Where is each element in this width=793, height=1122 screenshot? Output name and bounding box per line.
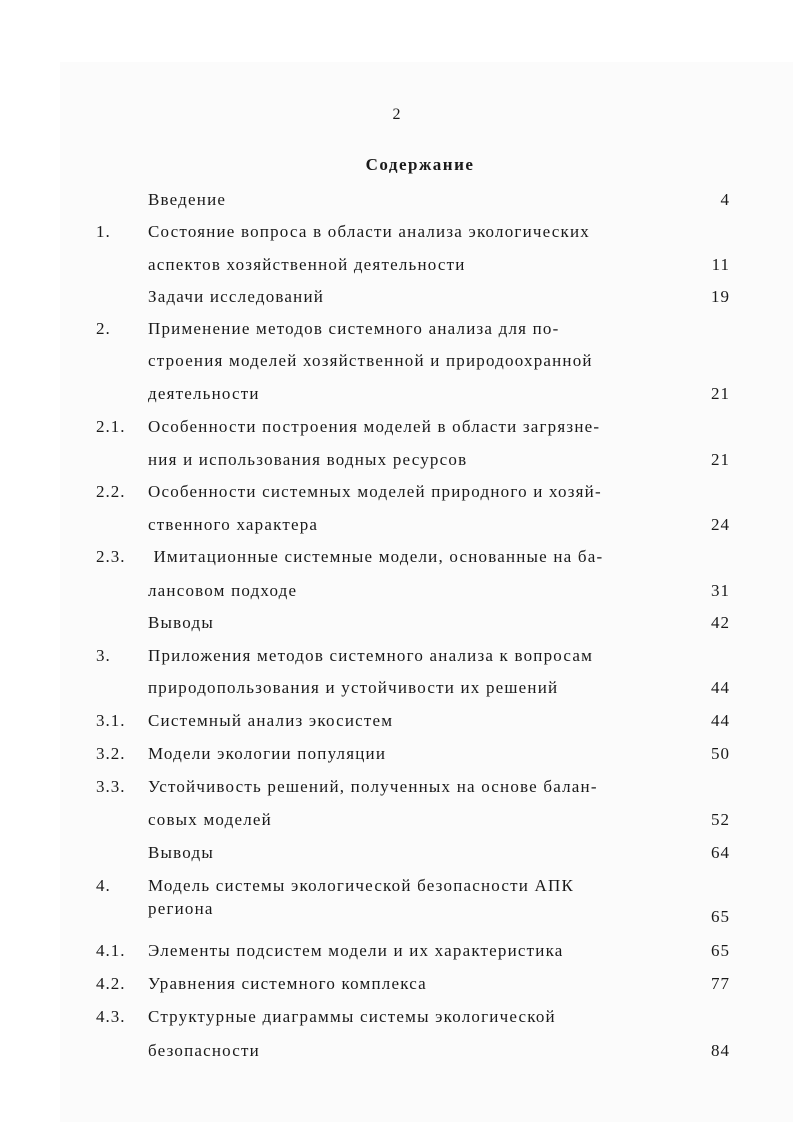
toc-entry-page: 84 — [711, 1041, 730, 1060]
toc-entry-number: 4.3. — [96, 1007, 126, 1026]
toc-entry-number: 2.2. — [96, 482, 126, 501]
toc-entry-page: 31 — [711, 581, 730, 600]
toc-entry-number: 4.1. — [96, 941, 126, 960]
toc-entry-text: Имитационные системные модели, основанные на ба- — [148, 547, 604, 566]
toc-entry-text: Приложения методов системного анализа к вопросам — [148, 646, 594, 665]
toc-entry-page: 77 — [711, 974, 730, 993]
toc-entry-number: 2.3. — [96, 547, 126, 566]
toc-entry-text: Состояние вопроса в области анализа экологических — [148, 222, 591, 241]
toc-entry-text: региона — [148, 899, 214, 918]
toc-entry-page: 4 — [720, 190, 730, 209]
toc-entry-page: 21 — [711, 384, 730, 403]
toc-entry-text: природопользования и устойчивости их решений — [148, 678, 559, 697]
toc-entry-page: 21 — [711, 450, 730, 469]
toc-entry-text: Модель системы экологической безопасности АПК — [148, 876, 575, 895]
toc-entry-text: совых моделей — [148, 810, 272, 829]
toc-entry-number: 4. — [96, 876, 111, 895]
toc-entry-page: 65 — [711, 941, 730, 960]
toc-entry-text: Системный анализ экосистем — [148, 711, 394, 730]
toc-entry-text: Структурные диаграммы системы экологической — [148, 1007, 556, 1026]
toc-entry-text: безопасности — [148, 1041, 260, 1060]
toc-entry-text: Уравнения системного комплекса — [148, 974, 427, 993]
page-title: Содержание — [365, 155, 475, 174]
toc-entry-text: Выводы — [148, 843, 214, 862]
toc-entry-number: 3.3. — [96, 777, 126, 796]
toc-entry-number: 1. — [96, 222, 111, 241]
toc-entry-page: 24 — [711, 515, 730, 534]
toc-entry-text: Устойчивость решений, полученных на основе балан- — [148, 777, 598, 796]
toc-entry-page: 19 — [711, 287, 730, 306]
toc-entry-page: 44 — [711, 678, 730, 697]
toc-entry-page: 64 — [711, 843, 730, 862]
toc-entry-number: 2.1. — [96, 417, 126, 436]
toc-entry-text: ния и использования водных ресурсов — [148, 450, 468, 469]
toc-entry-page: 50 — [711, 744, 730, 763]
toc-entry-text: Применение методов системного анализа для по- — [148, 319, 560, 338]
page-number: 2 — [392, 106, 401, 123]
toc-entry-text: Элементы подсистем модели и их характеристика — [148, 941, 564, 960]
toc-entry-text: аспектов хозяйственной деятельности — [148, 255, 466, 274]
toc-entry-text: деятельности — [148, 384, 260, 403]
toc-entry-page: 42 — [711, 613, 730, 632]
toc-entry-number: 4.2. — [96, 974, 126, 993]
toc-entry-text: строения моделей хозяйственной и природоохранной — [148, 351, 593, 370]
toc-entry-text: Задачи исследований — [148, 287, 325, 306]
toc-entry-number: 3.1. — [96, 711, 126, 730]
toc-entry-page: 65 — [711, 907, 730, 926]
toc-entry-text: Особенности построения моделей в области загрязне- — [148, 417, 601, 436]
toc-entry-page: 11 — [711, 255, 730, 274]
toc-entry-page: 44 — [711, 711, 730, 730]
toc-entry-number: 2. — [96, 319, 111, 338]
toc-entry-page: 52 — [711, 810, 730, 829]
toc-entry-text: лансовом подходе — [148, 581, 298, 600]
toc-entry-text: Особенности системных моделей природного и хозяй- — [148, 482, 602, 501]
toc-entry-text: Введение — [148, 190, 227, 209]
toc-entry-text: ственного характера — [148, 515, 319, 534]
toc-entry-text: Выводы — [148, 613, 214, 632]
toc-entry-text: Модели экологии популяции — [148, 744, 387, 763]
toc-entry-number: 3.2. — [96, 744, 126, 763]
toc-entry-number: 3. — [96, 646, 111, 665]
